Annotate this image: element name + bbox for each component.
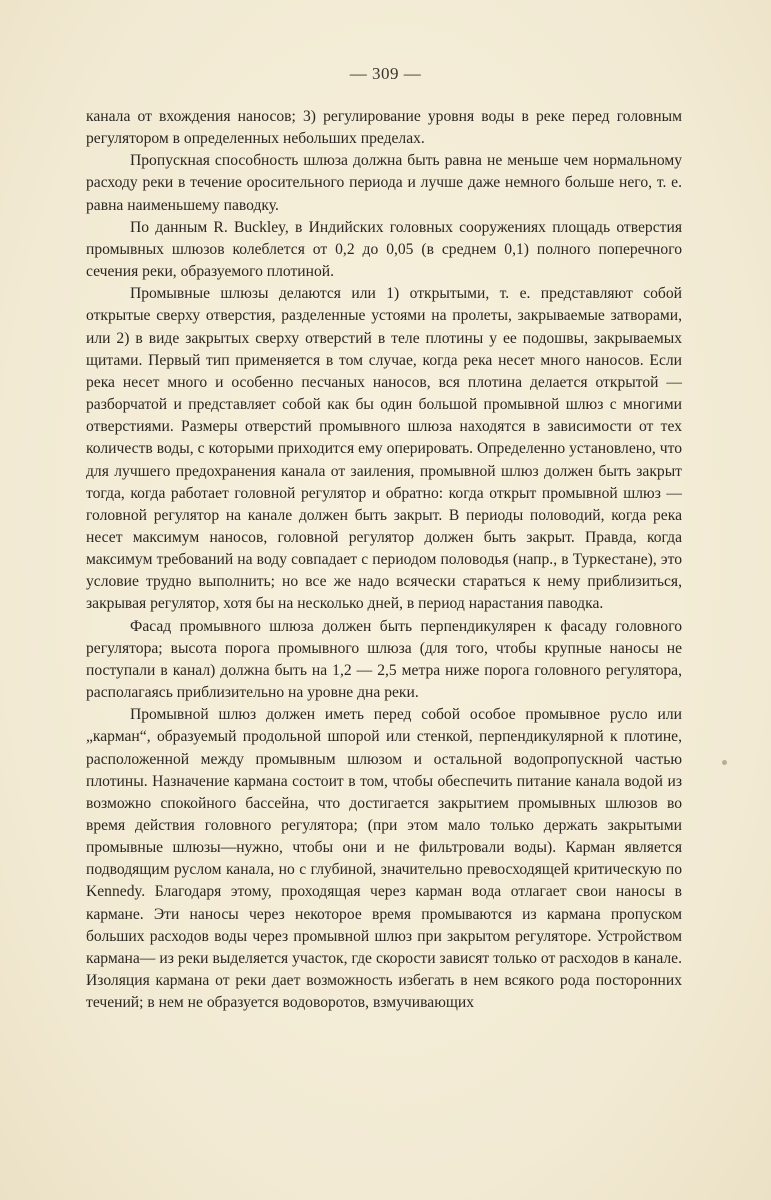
paragraph-6: Промывной шлюз должен иметь перед собой особое промывное русло или „карман“, образуемый продольной шпорой или стенкой, перпендикулярной к плотине, расположенной между промывным шлюзом и остальной водопропускной частью плотины. Назначение кармана состоит в том, чтобы обеспечить питание канала водой из возможно спокойного бассейна, что достигается закрытием промывных шлюзов во время действия головного регулятора; (при этом мало только держать закрытыми промывные шлюзы—нужно, чтобы они и не фильтровали воды). Карман является подводящим руслом канала, но с глубиной, значительно превосходящей критическую по Kennedy. Благодаря этому, проходящая через карман вода отлагает свои наносы в кармане. Эти наносы через некоторое время промываются из кармана пропуском больших расходов воды через промывной шлюз при закрытом регуляторе. Устройством кармана— из реки выделяется участок, где скорости зависят только от расходов в канале. Изоляция кармана от реки дает возможность избегать в нем всякого рода посторонних течений; в нем не образуется водоворотов, взмучивающих — [86, 706, 682, 1012]
paragraph-2: Пропускная способность шлюза должна быть равна не меньше чем нормальному расходу реки в течение оросительного периода и лучше даже немного больше него, т. е. равна наименьшему паводку. — [86, 152, 682, 214]
body-text — [86, 106, 682, 1014]
paragraph-4: Промывные шлюзы делаются или 1) открытыми, т. е. представляют собой открытые сверху отверстия, разделенные устоями на пролеты, закрываемые затворами, или 2) в виде закрытых сверху отверстий в теле плотины у ее подошвы, закрываемых щитами. Первый тип применяется в том случае, когда река несет много наносов. Если река несет много и особенно песчаных наносов, вся плотина делается открытой — разборчатой и представляет собой как бы один большой промывной шлюз с многими отверстиями. Размеры отверстий промывного шлюза находятся в зависимости от тех количеств воды, с которыми приходится ему оперировать. Определенно установлено, что для лучшего предохранения канала от заиления, промывной шлюз должен быть закрыт тогда, когда работает головной регулятор и обратно: когда открыт промывной шлюз — головной регулятор на канале должен быть закрыт. В периоды половодий, когда река несет максимум наносов, головной регулятор должен быть закрыт. Правда, когда максимум требований на воду совпадает с периодом половодья (напр., в Туркестане), это условие трудно выполнить; но все же надо всячески стараться к нему приблизиться, закрывая регулятор, хотя бы на несколько дней, в период нарастания паводка. — [86, 285, 682, 613]
paragraph-3: По данным R. Buckley, в Индийских головных сооружениях площадь отверстия промывных шлюзов колеблется от 0,2 до 0,05 (в среднем 0,1) полного поперечного сечения реки, образуемого плотиной. — [86, 218, 682, 281]
paragraph-1: канала от вхождения наносов; 3) регулирование уровня воды в реке перед головным регулятором в определенных небольших пределах. — [86, 108, 682, 148]
page-number: — 309 — — [349, 64, 422, 83]
paragraph-5: Фасад промывного шлюза должен быть перпендикулярен к фасаду головного регулятора; высота порога промывного шлюза (для того, чтобы крупные наносы не поступали в канал) должна быть на 1,2 — 2,5 метра ниже порога головного регулятора, располагаясь приблизительно на уровне дна реки. — [86, 617, 682, 702]
margin-mark — [722, 760, 727, 765]
